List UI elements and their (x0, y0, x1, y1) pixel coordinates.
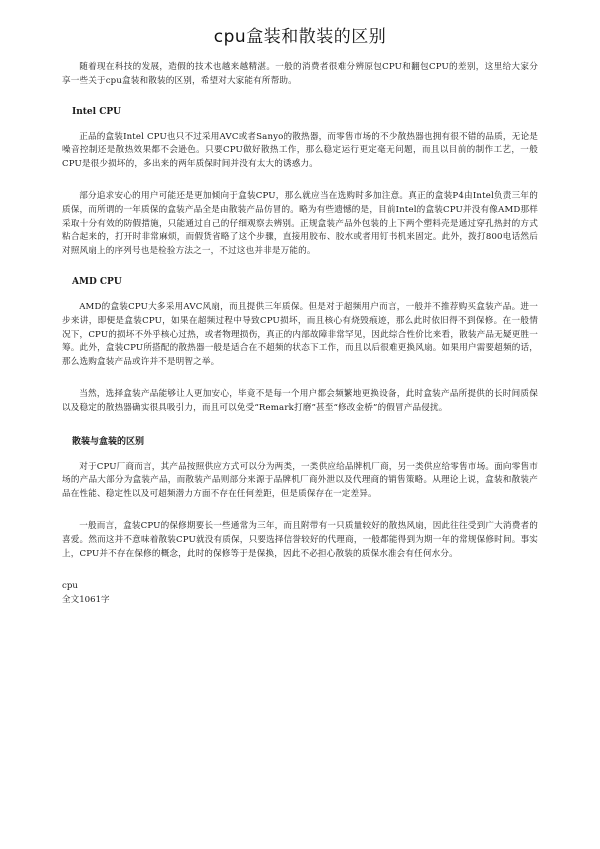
page-title: cpu盒装和散装的区别 (213, 27, 387, 47)
amd-paragraph-1: AMD的盒装CPU大多采用AVC风扇，而且提供三年质保。但是对于超频用户而言，一般并不推荐购买盒装产品。进一步来讲，即便是盒装CPU，如果在超频过程中导致CPU损坏，而且核心有烧毁痕迹，那么此时依旧得不到保修。在一般情况下，CPU的损坏不外乎核心过热，或者物理损伤，真正的内部故障非常罕见，因此综合性价比来看，散装产品无疑更胜一筹。此外，盒装CPU所搭配的散热器一般是适合在不超频的状态下工作，而且以后很难更换风扇。如果用户需要超频的话，那么选购盒装产品或许并不是明智之举。 (62, 301, 538, 368)
intel-paragraph-1: 正品的盒装Intel CPU也只不过采用AVC或者Sanyo的散热器，而零售市场的不少散热器也拥有很不错的品质，无论是噪音控制还是散热效果都不会逊色。只要CPU做好散热工作，那么稳定运行更定毫无问题，而且以目前的制作工艺，一般CPU是很少损坏的，多出来的两年质保时间并没有太大的诱惑力。 (62, 131, 538, 170)
intro-paragraph: 随着现在科技的发展，造假的技术也越来越精湛。一般的消费者很难分辨原包CPU和翻包CPU的差别，这里给大家分享一些关于cpu盒装和散装的区别，希望对大家能有所帮助。 (62, 62, 538, 86)
section-heading-difference: 散装与盒装的区别 (72, 436, 145, 447)
difference-paragraph-2: 一般而言，盒装CPU的保修期要长一些通常为三年，而且附带有一只质量较好的散热风扇，因此往往受到广大消费者的喜爱。然而这并不意味着散装CPU就没有质保，只要选择信誉较好的代理商，一般都能得到为期一年的常规保修时间。事实上，CPU并不存在保修的概念，此时的保修等于是保换，因此不必担心散装的质保水准会有任何水分。 (62, 520, 538, 559)
intel-paragraph-2: 部分追求安心的用户可能还是更加倾向于盒装CPU，那么就应当在选购时多加注意。真正的盒装P4由Intel负责三年的质保，而所谓的一年质保的盒装产品全是由散装产品仿冒的。略为有些遗憾的是，目前Intel的盒装CPU并没有像AMD那样采取十分有效的防假措施，只能通过自己的仔细观察去辨别。正规盒装产品外包装的上下两个塑料壳是通过穿孔热封的方式粘合起来的，打开时非常麻烦，而假货省略了这个步骤，直接用胶布、胶水或者用钉书机来固定。此外，拨打800电话然后对照风扇上的序列号也是检验方法之一，不过这也并非是万能的。 (62, 190, 538, 257)
footer-tag: cpu (62, 581, 78, 592)
section-heading-intel: Intel CPU (72, 106, 121, 117)
amd-paragraph-2: 当然，选择盒装产品能够让人更加安心，毕竟不是每一个用户都会频繁地更换设备，此时盒装产品所提供的长时间质保以及稳定的散热器确实很具吸引力，而且可以免受“Remark打磨”甚至“修改金桥”的假冒产品侵扰。 (62, 388, 538, 413)
difference-paragraph-1: 对于CPU厂商而言，其产品按照供应方式可以分为两类，一类供应给品牌机厂商，另一类供应给零售市场。面向零售市场的产品大部分为盒装产品，而散装产品则部分来源于品牌机厂商外泄以及代理商的销售策略。从理论上说，盒装和散装产品在性能、稳定性以及可超频潜力方面不存在任何差距，但是质保存在一定差异。 (62, 461, 538, 500)
section-heading-amd: AMD CPU (72, 276, 122, 287)
word-count: 全文1061字 (62, 595, 110, 606)
document-footer (62, 579, 538, 607)
